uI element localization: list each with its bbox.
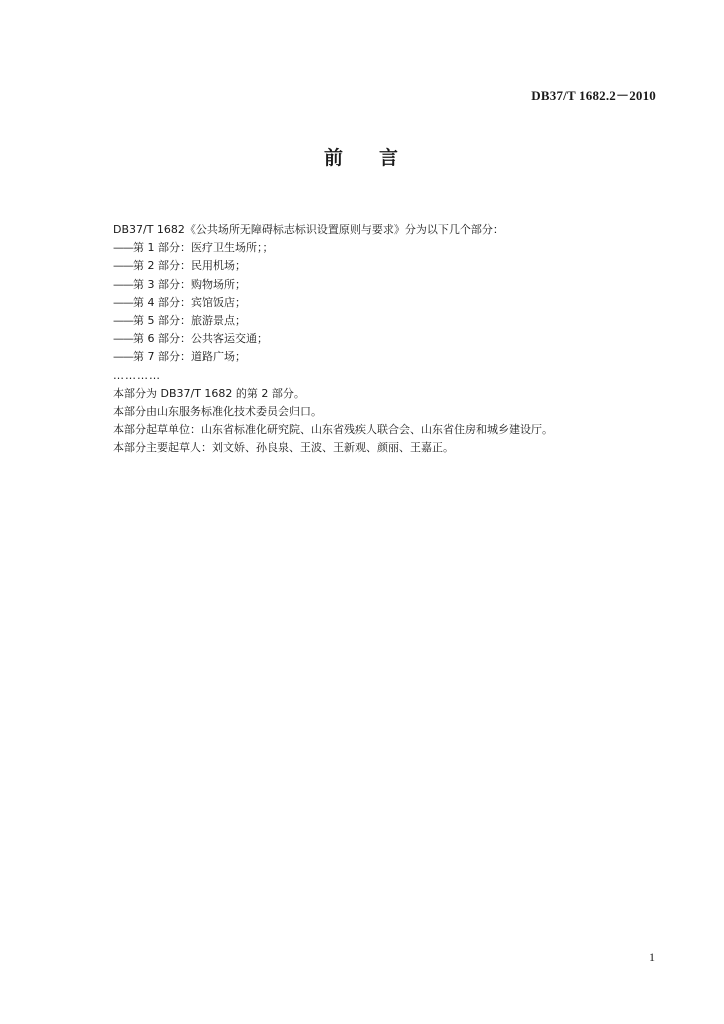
- part-text: 第 4 部分：宾馆饭店；: [133, 295, 246, 309]
- part-text: 第 3 部分：购物场所；: [133, 277, 246, 291]
- statement-line: 本部分为 DB37/T 1682 的第 2 部分。: [113, 386, 305, 400]
- foreword-body: [113, 221, 673, 458]
- part-list-item: [113, 330, 673, 348]
- dash-prefix: ——: [113, 241, 133, 255]
- statement-line: 本部分起草单位：山东省标准化研究院、山东省残疾人联合会、山东省住房和城乡建设厅。: [113, 423, 553, 437]
- statement-line: 本部分由山东服务标准化技术委员会归口。: [113, 405, 322, 419]
- dash-prefix: ——: [113, 314, 133, 328]
- dash-prefix: ——: [113, 277, 133, 291]
- part-list-item: [113, 257, 673, 275]
- part-text: 第 6 部分：公共客运交通；: [133, 332, 268, 346]
- part-list-item: [113, 348, 673, 366]
- part-list-item: [113, 276, 673, 294]
- page-title: [0, 143, 724, 170]
- dash-prefix: ——: [113, 259, 133, 273]
- part-text: 第 2 部分：民用机场；: [133, 259, 246, 273]
- part-list-item: [113, 294, 673, 312]
- dash-prefix: ——: [113, 332, 133, 346]
- part-text: 第 7 部分：道路广场；: [133, 350, 246, 364]
- part-text: 第 5 部分：旅游景点；: [133, 314, 246, 328]
- statement-line: 本部分主要起草人：刘文娇、孙良泉、王波、王新观、颜丽、王嘉正。: [113, 441, 454, 455]
- title-char-2: 言: [379, 147, 401, 169]
- ellipsis: …………: [113, 368, 161, 382]
- part-list-item: [113, 312, 673, 330]
- page-number: 1: [649, 950, 655, 964]
- dash-prefix: ——: [113, 350, 133, 364]
- title-char-1: 前: [323, 147, 345, 169]
- document-code: DB37/T 1682.2－2010: [531, 88, 656, 103]
- dash-prefix: ——: [113, 295, 133, 309]
- part-text: 第 1 部分：医疗卫生场所；；: [133, 241, 274, 255]
- part-list-item: [113, 239, 673, 257]
- intro-paragraph: DB37/T 1682《公共场所无障碍标志标识设置原则与要求》分为以下几个部分：: [113, 223, 504, 236]
